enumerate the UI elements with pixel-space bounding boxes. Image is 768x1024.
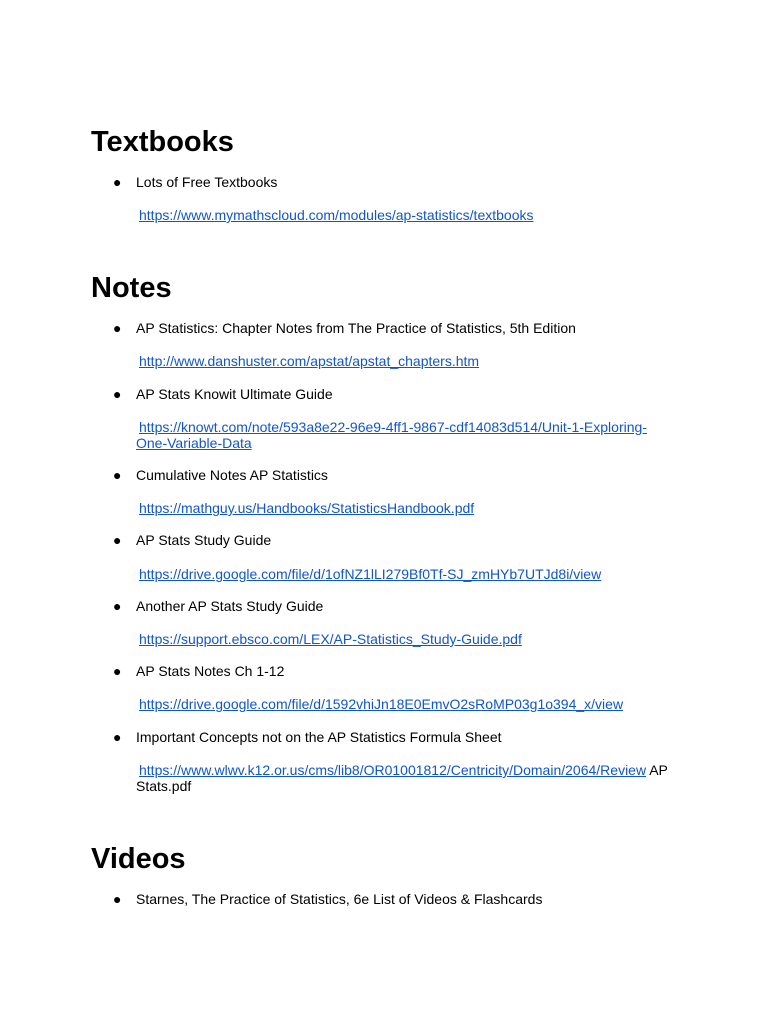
link-paragraph bbox=[136, 353, 676, 369]
resource-link[interactable]: https://drive.google.com/file/d/1592vhiJn18E0EmvO2sRoMP03g1o394_x/view bbox=[139, 696, 624, 712]
resource-link[interactable]: https://knowt.com/note/593a8e22-96e9-4ff1-9867-cdf14083d514/Unit-1-Exploring-One-Variable-Data bbox=[136, 419, 647, 451]
resource-link[interactable]: https://drive.google.com/file/d/1ofNZ1lLI279Bf0Tf-SJ_zmHYb7UTJd8i/view bbox=[139, 566, 602, 582]
resource-link[interactable]: https://support.ebsco.com/LEX/AP-Statistics_Study-Guide.pdf bbox=[139, 631, 522, 647]
link-paragraph bbox=[136, 419, 676, 451]
link-trailing-text: AP Stats.pdf bbox=[136, 762, 668, 794]
bullet-dot-icon: ● bbox=[113, 386, 122, 402]
resource-link[interactable]: https://mathguy.us/Handbooks/StatisticsHandbook.pdf bbox=[139, 500, 475, 516]
link-paragraph bbox=[136, 500, 676, 516]
list-item bbox=[0, 318, 768, 338]
list-item-text: Another AP Stats Study Guide bbox=[136, 598, 324, 614]
list-item bbox=[0, 530, 768, 550]
bullet-dot-icon: ● bbox=[113, 467, 122, 483]
resource-link[interactable]: https://www.mymathscloud.com/modules/ap-statistics/textbooks bbox=[139, 207, 534, 223]
bullet-dot-icon: ● bbox=[113, 532, 122, 548]
list-item bbox=[0, 889, 768, 909]
bullet-dot-icon: ● bbox=[113, 174, 122, 190]
list-item-text: AP Statistics: Chapter Notes from The Practice of Statistics, 5th Edition bbox=[136, 320, 576, 336]
list-item bbox=[0, 465, 768, 485]
resource-link[interactable]: http://www.danshuster.com/apstat/apstat_chapters.htm bbox=[139, 353, 480, 369]
list-item-text: Starnes, The Practice of Statistics, 6e List of Videos & Flashcards bbox=[136, 891, 543, 907]
list-item-text: AP Stats Notes Ch 1-12 bbox=[136, 663, 285, 679]
list-item-text: Lots of Free Textbooks bbox=[136, 174, 278, 190]
list-item-text: AP Stats Study Guide bbox=[136, 532, 272, 548]
link-paragraph bbox=[136, 207, 676, 223]
list-item bbox=[0, 384, 768, 404]
list-item-text: Important Concepts not on the AP Statistics Formula Sheet bbox=[136, 729, 502, 745]
bullet-dot-icon: ● bbox=[113, 663, 122, 679]
bullet-dot-icon: ● bbox=[113, 598, 122, 614]
section-heading-notes: Notes bbox=[91, 272, 172, 304]
section-heading-textbooks: Textbooks bbox=[91, 126, 234, 158]
list-item-text: AP Stats Knowit Ultimate Guide bbox=[136, 386, 333, 402]
list-item bbox=[0, 727, 768, 747]
bullet-dot-icon: ● bbox=[113, 891, 122, 907]
list-item bbox=[0, 661, 768, 681]
list-item bbox=[0, 172, 768, 192]
list-item-text: Cumulative Notes AP Statistics bbox=[136, 467, 328, 483]
link-paragraph bbox=[136, 762, 676, 794]
link-paragraph bbox=[136, 566, 676, 582]
link-paragraph bbox=[136, 696, 676, 712]
section-heading-videos: Videos bbox=[91, 843, 186, 875]
bullet-dot-icon: ● bbox=[113, 729, 122, 745]
resource-link[interactable]: https://www.wlwv.k12.or.us/cms/lib8/OR01001812/Centricity/Domain/2064/Review bbox=[139, 762, 647, 778]
bullet-dot-icon: ● bbox=[113, 320, 122, 336]
link-paragraph bbox=[136, 631, 676, 647]
list-item bbox=[0, 596, 768, 616]
